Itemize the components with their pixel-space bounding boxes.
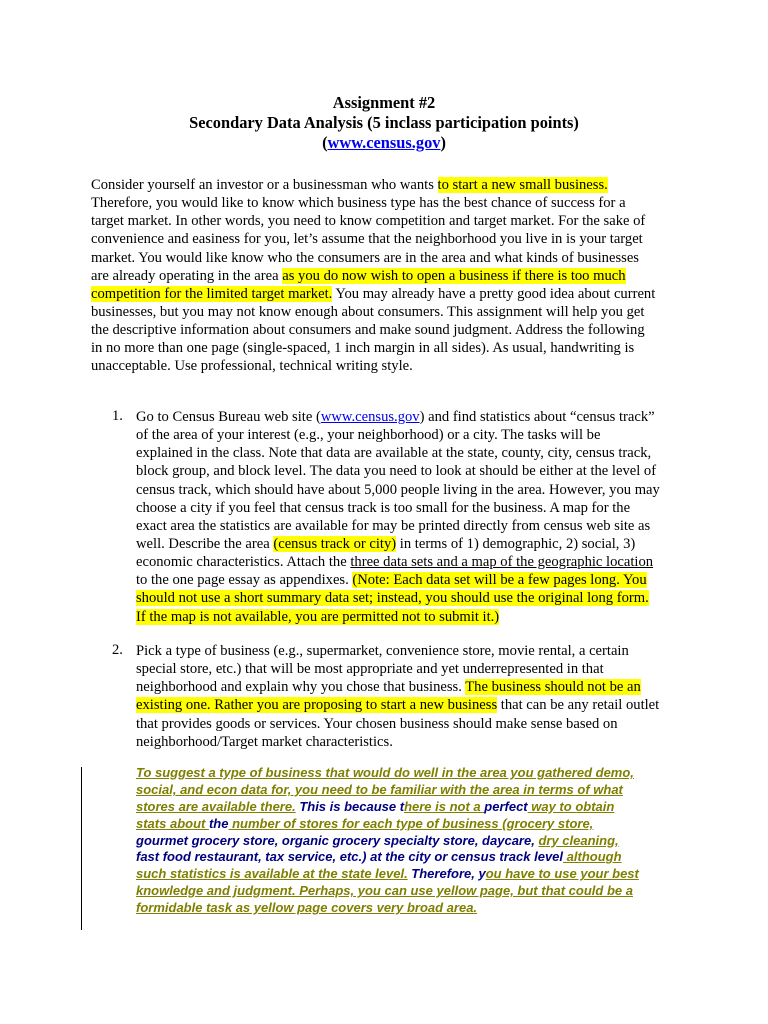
- list-item-1: Go to Census Bureau web site (www.census.gov) and find statistics about “census track” of the area of your interest (e.g., your neighborhood) or a city. The tasks will be explained in the class. Note that data are available at the state, county, city, census track, block group, and block level. The data you need to look at should be either at the level of census track, which should have about 5,000 people living in the area. However, you may choose a city if you feel that census track is too small for the business. A map for the exact area the statistics are available for may be printed directly from census web site as well. Describe the area (census track or city) in terms of 1) demographic, 2) social, 3) economic characteristics. Attach the three data sets and a map of the geographic location to the one page essay as appendixes. (Note: Each data set will be a few pages long. You should not use a short summary data set; instead, you should use the original long form. If the map is not available, you are permitted not to submit it.): [136, 409, 660, 625]
- highlight: If the map is not available, you are permitted not to submit it.): [136, 608, 500, 625]
- intro-line: unacceptable. Use professional, technical writing style.: [91, 358, 413, 375]
- highlight: to start a new small business.: [437, 177, 608, 193]
- intro-line: competition for the limited target market. You may already have a pretty good idea about current: [91, 285, 656, 302]
- census-link-inline[interactable]: www.census.gov: [320, 409, 420, 425]
- highlight: existing one. Rather you are proposing to start a new business: [136, 697, 498, 714]
- intro-line: Consider yourself an investor or a businessman who wants to start a new small business.: [91, 177, 608, 193]
- intro-line: are already operating in the area as you do now wish to open a business if there is too much: [91, 267, 626, 284]
- intro-line: convenience and easiness for you, let’s assume that the neighborhood you live in is your target: [91, 231, 643, 248]
- revision-change-bar: [81, 767, 82, 930]
- census-link-line: (www.census.gov): [322, 133, 446, 152]
- intro-line: market. You would like know who the consumers are in the area and what kinds of businesses: [91, 249, 639, 266]
- census-link[interactable]: www.census.gov: [327, 133, 441, 152]
- highlight: The business should not be an: [465, 679, 641, 696]
- intro-line: in no more than one page (single-spaced, 1 inch margin in all sides). As usual, handwriting is: [91, 340, 635, 357]
- list-number-1: 1.: [112, 408, 123, 424]
- intro-line: the descriptive information about consumers and make sound judgment. Address the following: [91, 322, 645, 339]
- highlight: (census track or city): [273, 535, 397, 552]
- list-item-2: Pick a type of business (e.g., supermarket, convenience store, movie rental, a certain special store, etc.) that will be most appropriate and yet underrepresented in that neighborhood and explain why you chose that business. The business should not be an existing one. Rather you are proposing to start a new business that can be any retail outlet that provides goods or services. Your chosen business should make sense based on neighborhood/Target market characteristics.: [136, 643, 660, 750]
- intro-line: target market. In other words, you need to know competition and target market. For the sake of: [91, 213, 646, 230]
- list-number-2: 2.: [112, 642, 123, 658]
- underlined-text: three data sets and a map of the geographic location: [350, 554, 654, 571]
- intro-paragraph: [91, 176, 655, 376]
- highlight: (Note: Each data set will be a few pages long. You: [352, 572, 647, 589]
- highlight: competition for the limited target market.: [91, 285, 333, 302]
- intro-line: Therefore, you would like to know which business type has the best chance of success for a: [91, 195, 626, 212]
- highlight: should not use a short summary data set; instead, you should use the original long form.: [136, 590, 649, 607]
- instructor-comment: To suggest a type of business that would do well in the area you gathered demo, social, and econ data for, you need to be familiar with the area in terms of what stores are available there. This is because there is not a perfect way to obtain stats about the number of stores for each type of business (grocery store, gourmet grocery store, organic grocery specialty store, daycare, dry cleaning, fast food restaurant, tax service, etc.) at the city or census track level although such statistics is available at the state level. Therefore, you have to use your best knowledge and judgment. Perhaps, you can use yellow page, but that could be a formidable task as yellow page covers very broad area.: [136, 765, 639, 916]
- title-block: [0, 93, 768, 153]
- assignment-subtitle: Secondary Data Analysis (5 inclass participation points): [189, 113, 579, 132]
- intro-line: businesses, but you may not know enough about consumers. This assignment will help you get: [91, 303, 645, 320]
- assignment-title: Assignment #2: [332, 93, 436, 112]
- highlight: as you do now wish to open a business if there is too much: [282, 267, 626, 284]
